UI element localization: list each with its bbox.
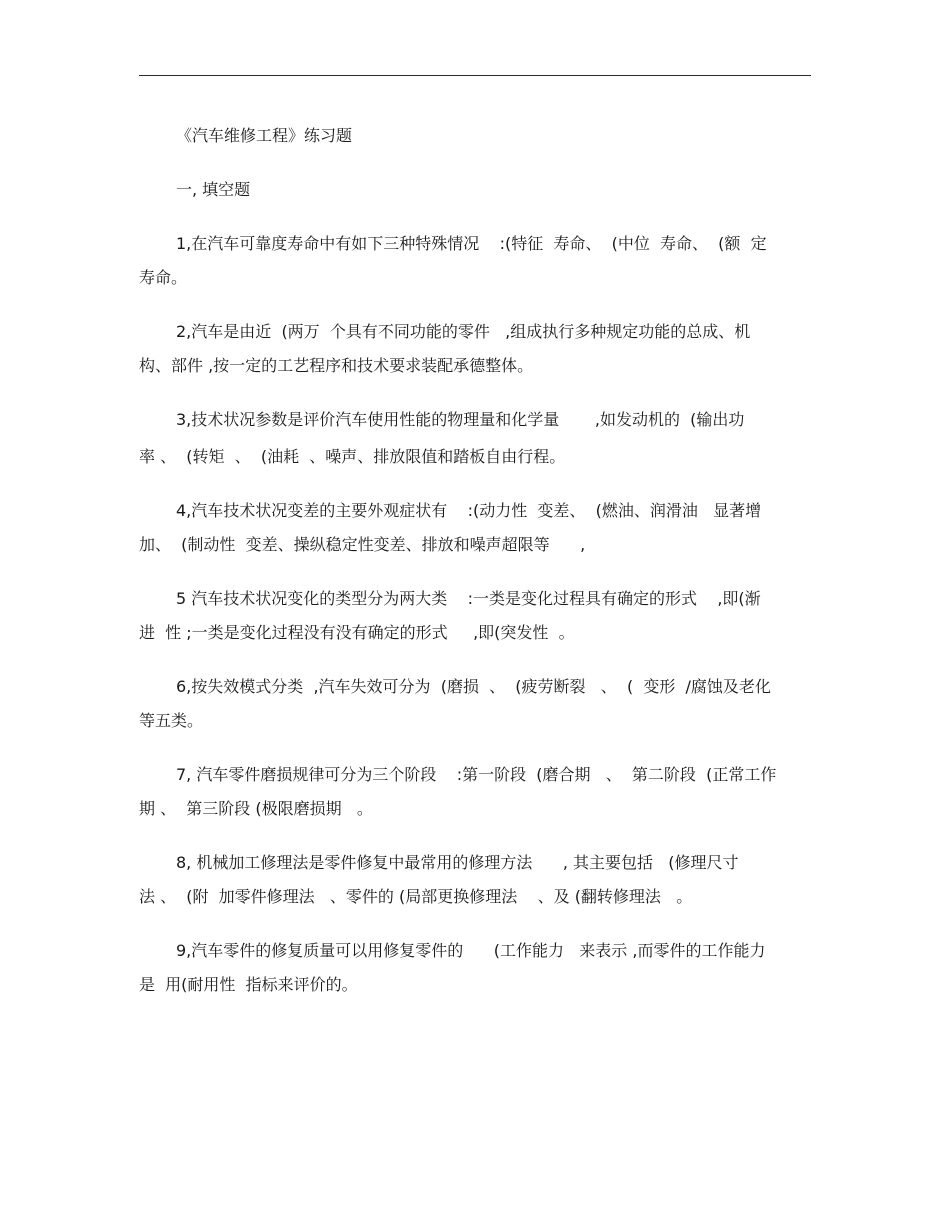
paragraph-line: 3,技术状况参数是评价汽车使用性能的物理量和化学量 ,如发动机的 (输出功	[176, 410, 745, 429]
paragraph-line: 等五类。	[139, 711, 204, 730]
paragraph-line: 寿命。	[139, 268, 188, 287]
paragraph-line: 6,按失效模式分类 ,汽车失效可分为 (磨损 、 (疲劳断裂 、 ( 变形 /腐蚀及老化	[176, 677, 771, 696]
paragraph-line: 法 、 (附 加零件修理法 、零件的 (局部更换修理法 、及 (翻转修理法 。	[139, 887, 693, 906]
section-heading: 一, 填空题	[176, 180, 251, 199]
paragraph-line: 7, 汽车零件磨损规律可分为三个阶段 :第一阶段 (磨合期 、 第二阶段 (正常工作	[176, 765, 777, 784]
paragraph-line: 加、 (制动性 变差、操纵稳定性变差、排放和噪声超限等 ,	[139, 535, 586, 554]
paragraph-line: 进 性 ;一类是变化过程没有没有确定的形式 ,即(突发性 。	[139, 623, 575, 642]
paragraph-line: 期 、 第三阶段 (极限磨损期 。	[139, 799, 373, 818]
paragraph-line: 4,汽车技术状况变差的主要外观症状有 :(动力性 变差、 (燃油、润滑油 显著增	[176, 501, 762, 520]
paragraph-line: 9,汽车零件的修复质量可以用修复零件的 (工作能力 来表示 ,而零件的工作能力	[176, 941, 766, 960]
paragraph-line: 8, 机械加工修理法是零件修复中最常用的修理方法 , 其主要包括 (修理尺寸	[176, 853, 739, 872]
document-title: 《汽车维修工程》练习题	[176, 126, 353, 145]
paragraph-line: 构、部件 ,按一定的工艺程序和技术要求装配承德整体。	[139, 356, 534, 375]
paragraph-line: 率 、 (转矩 、 (油耗 、噪声、排放限值和踏板自由行程。	[139, 447, 566, 466]
paragraph-line: 是 用(耐用性 指标来评价的。	[139, 975, 358, 994]
paragraph-line: 2,汽车是由近 (两万 个具有不同功能的零件 ,组成执行多种规定功能的总成、机	[176, 322, 751, 341]
paragraph-line: 5 汽车技术状况变化的类型分为两大类 :一类是变化过程具有确定的形式 ,即(渐	[176, 589, 761, 608]
paragraph-line: 1,在汽车可靠度寿命中有如下三种特殊情况 :(特征 寿命、 (中位 寿命、 (额 定	[176, 234, 767, 253]
header-rule	[139, 75, 811, 76]
